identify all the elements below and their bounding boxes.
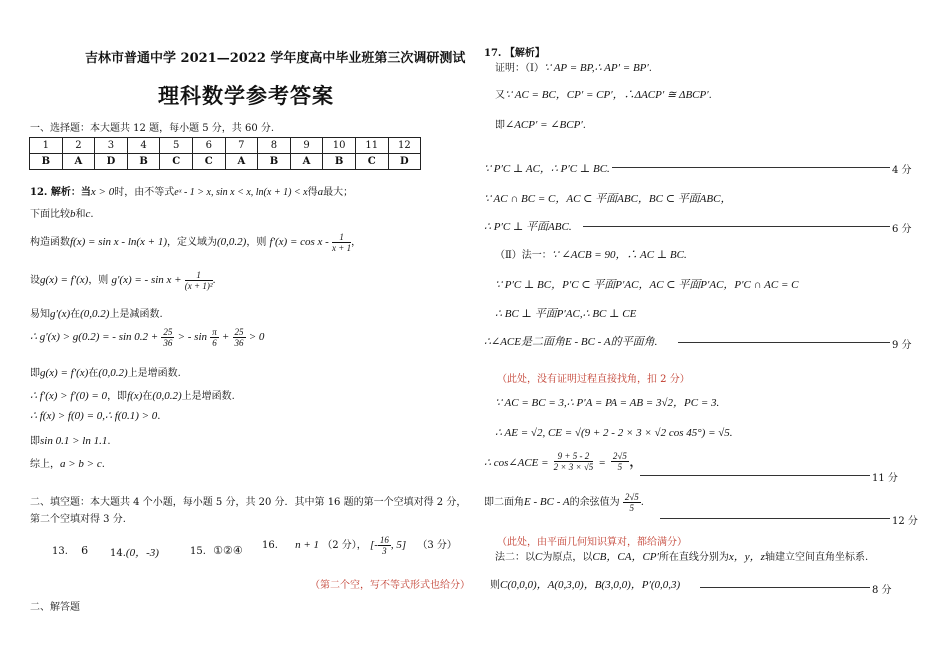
q17-math: ∵ AC ∩ BC = C，AC ⊂ 平面ABC，BC ⊂ 平面ABC， — [484, 193, 732, 205]
section1-heading: 一、选择题：本大题共 12 题，每小题 5 分，共 60 分. — [30, 123, 275, 134]
q17-math: ∵ AC = BC，CP′ = CP′，∴ΔACP′ ≅ ΔBCP′ — [505, 89, 709, 101]
q12-text: 上是增函数. — [127, 368, 181, 379]
answer-table-number-cell: 12 — [388, 138, 421, 154]
q17-math: E - BC - A — [524, 496, 570, 508]
q17-text: . — [582, 120, 586, 131]
fraction-denominator: 36 — [234, 338, 244, 348]
q17-score-6: 6 分 — [892, 224, 912, 235]
q12-text: . — [90, 209, 94, 220]
q17-math: C(0,0,0)，A(0,3,0)，B(3,0,0)，P′(0,0,3) — [500, 579, 681, 591]
answer-table-number-cell: 7 — [225, 138, 258, 154]
q12-label: 12. 解析：当 — [30, 187, 91, 198]
answer-table-number-row — [30, 138, 421, 154]
answer-16-fraction — [378, 535, 391, 556]
q12-text: 在 — [142, 391, 153, 402]
q12-fraction — [332, 232, 351, 253]
answer-15-label: 15. — [190, 546, 206, 557]
answer-16-value1: n + 1 — [295, 539, 320, 551]
q12-math: a — [317, 186, 324, 198]
q17-line12 — [495, 421, 733, 440]
q12-math: g(x) = f′(x) — [40, 367, 89, 379]
q12-text: ，则 — [246, 237, 267, 248]
q17-text: 即 — [495, 120, 505, 131]
q12-math: f(x) = sin x - ln(x + 1) — [70, 236, 168, 248]
q12-text: 易知 — [30, 309, 50, 320]
fraction-denominator: 5 — [617, 462, 623, 472]
q12-text: 即 — [30, 436, 40, 447]
q17-text: 证明：（Ⅰ） — [495, 63, 544, 74]
q12-text: . — [157, 411, 161, 422]
answer-table-answer-cell: B — [30, 154, 63, 170]
q12-line2 — [30, 205, 94, 220]
q12-math: (0,0.2) — [217, 236, 247, 248]
q12-math: g′(x) = - sin x + — [111, 274, 182, 286]
q12-text: . — [101, 459, 105, 470]
q17-line1 — [495, 59, 652, 74]
q12-math: > 0 — [248, 331, 265, 343]
q12-text: . — [212, 275, 216, 286]
q17-score-12: 12 分 — [892, 516, 918, 527]
q12-fraction — [185, 270, 213, 291]
q12-fraction — [161, 327, 174, 348]
q12-text: 综上， — [30, 459, 60, 470]
q17-math: ∵ ∠ACB = 90，∴ AC ⊥ BC. — [551, 249, 687, 261]
q12-text: ，即 — [107, 391, 128, 402]
q17-math: ∴ P′C ⊥ 平面ABC. — [484, 221, 572, 233]
q17-fraction — [611, 451, 629, 472]
answer-table-answer-cell: B — [127, 154, 160, 170]
q17-text: 轴建立空间直角坐标系. — [764, 552, 869, 563]
answer-table-answer-cell: D — [95, 154, 128, 170]
q12-math: eˣ - 1 > x, sin x < x, ln(x + 1) < x — [174, 187, 308, 198]
q17-note-2: （此处，由平面几何知识算对，都给满分） — [497, 537, 687, 548]
answer-16-score2: （3 分） — [417, 540, 457, 551]
answer-table-answer-cell: C — [160, 154, 193, 170]
q17-text: 为原点，以 — [542, 552, 593, 563]
q17-line4 — [484, 157, 610, 176]
q12-math: a > b > c — [60, 458, 102, 470]
answer-table-answer-cell: A — [225, 154, 258, 170]
q17-text: 则 — [490, 580, 500, 591]
q17-line6 — [484, 215, 572, 234]
q17-line9 — [495, 302, 636, 321]
q12-text: 即 — [30, 368, 40, 379]
q12-text: 在 — [70, 309, 81, 320]
q12-line3 — [30, 232, 361, 253]
answer-table-number-cell: 2 — [62, 138, 95, 154]
q12-text: 构造函数 — [30, 237, 70, 248]
q17-line7 — [495, 246, 687, 262]
section2-heading-line2: 第二个空填对得 3 分. — [30, 514, 126, 525]
q17-line2 — [495, 86, 712, 102]
fraction-denominator: 6 — [212, 338, 217, 348]
q17-math: ∴∠ACE是二面角E - BC - A的平面角. — [484, 336, 658, 348]
q12-math: f′(x) = cos x - — [269, 236, 329, 248]
q12-line10 — [30, 432, 111, 447]
q17-math: ∵ AC = BC = 3,∴ P′A = PA = AB = 3√2，PC = 3. — [495, 397, 720, 409]
answer-14 — [110, 544, 159, 560]
q12-text: 设 — [30, 275, 40, 286]
q12-math: f(x) — [127, 390, 143, 402]
answer-table-answer-cell: A — [62, 154, 95, 170]
q17-math: x，y，z — [728, 551, 765, 563]
answer-15-value: ①②④ — [213, 544, 243, 557]
q17-note-1: （此处，没有证明过程直接找角，扣 2 分） — [497, 374, 690, 385]
q12-math: > - sin — [177, 331, 208, 343]
q12-line1 — [30, 183, 353, 198]
answer-table-number-cell: 11 — [355, 138, 388, 154]
q17-line8 — [495, 273, 798, 292]
q12-text: ，定义域为 — [167, 237, 218, 248]
q17-score-11: 11 分 — [872, 473, 898, 484]
leader-line — [678, 342, 890, 343]
exam-title: 吉林市普通中学 2021—2022 学年度高中毕业班第三次调研测试 — [85, 51, 466, 66]
q12-text: 上是减函数. — [109, 309, 163, 320]
fraction-numerator: π — [212, 327, 217, 337]
q17-text: . — [640, 497, 644, 508]
answer-14-value: (0，-3) — [125, 547, 159, 559]
answer-table-number-cell: 1 — [30, 138, 63, 154]
leader-line — [612, 167, 890, 168]
q12-text: . — [107, 436, 111, 447]
q12-math: (0,0.2) — [98, 367, 128, 379]
answer-table-answer-cell: C — [355, 154, 388, 170]
q12-text: 得 — [307, 187, 318, 198]
fraction-denominator: 5 — [629, 503, 635, 513]
q12-fraction — [233, 327, 246, 348]
answer-table-answer-cell: C — [192, 154, 225, 170]
fraction-numerator: 2√5 — [624, 492, 639, 502]
answer-table — [29, 137, 421, 170]
q12-line4 — [30, 270, 216, 291]
answer-table-answer-cell: B — [258, 154, 291, 170]
leader-line — [660, 518, 890, 519]
q17-label: 17. 【解析】 — [484, 48, 545, 59]
leader-line — [583, 226, 890, 227]
q12-math: ∴ f′(x) > f′(0) = 0 — [30, 390, 108, 402]
q12-line11 — [30, 455, 105, 470]
q12-math: (0,0.2) — [80, 308, 110, 320]
fraction-numerator: 25 — [163, 327, 173, 337]
answer-16-score1: （2 分）， — [322, 540, 367, 551]
q17-fraction — [554, 451, 594, 472]
q17-line15 — [495, 548, 868, 564]
answer-13-label: 13. — [52, 546, 68, 557]
q12-text: ，则 — [88, 275, 109, 286]
q12-line6 — [30, 327, 264, 348]
q12-text: 在 — [88, 368, 99, 379]
fraction-numerator: 9 + 5 - 2 — [554, 451, 594, 462]
q12-math: sin 0.1 > ln 1.1 — [40, 435, 108, 447]
q12-line9 — [30, 409, 160, 422]
q17-fraction — [623, 492, 641, 513]
answer-table-number-cell: 9 — [290, 138, 323, 154]
answer-14-label: 14. — [110, 548, 126, 559]
q12-math: g′(x) — [50, 308, 71, 320]
q12-fraction — [210, 327, 219, 348]
q17-line11 — [495, 391, 719, 410]
section2-heading-line1: 二、填空题：本大题共 4 个小题，每小题 5 分，共 20 分．其中第 16 题的第一个空填对得 2 分， — [30, 497, 467, 508]
answer-16-bracket-right: , 5] — [390, 539, 407, 551]
answer-table-number-cell: 4 — [127, 138, 160, 154]
answer-table-answer-cell: D — [388, 154, 421, 170]
section2-note: （第二个空，写不等式形式也给分） — [310, 580, 470, 591]
q12-text: 最大； — [323, 187, 354, 198]
answer-table-number-cell: 10 — [323, 138, 356, 154]
answer-table-number-cell: 6 — [192, 138, 225, 154]
q17-line3 — [495, 116, 586, 131]
fraction-denominator: 36 — [163, 338, 173, 348]
q17-math: CB，CA，CP′ — [592, 551, 659, 563]
fraction-denominator: 2 × 3 × √5 — [553, 462, 594, 472]
q12-text: 时，由不等式 — [114, 187, 175, 198]
q12-math: ∴ g′(x) > g(0.2) = - sin 0.2 + — [30, 331, 159, 343]
q12-line8 — [30, 387, 235, 402]
leader-line — [700, 587, 870, 588]
answer-table-number-cell: 8 — [258, 138, 291, 154]
answer-16-label: 16. — [262, 540, 278, 551]
q17-line14 — [484, 492, 644, 513]
fraction-numerator: 1 — [185, 270, 213, 281]
q17-math: ∴ cos∠ACE = — [484, 457, 549, 469]
answer-table-answer-row — [30, 154, 421, 170]
q17-math: ∴ AE = √2, CE = √(9 + 2 - 2 × 3 × √2 cos 45°) = √5. — [495, 427, 733, 439]
fraction-numerator: 16 — [379, 535, 389, 545]
answer-table-number-cell: 5 — [160, 138, 193, 154]
q17-math: ∠ACP′ = ∠BCP′ — [505, 119, 583, 131]
q17-line16 — [490, 576, 680, 592]
q17-text: （Ⅱ）法一： — [495, 250, 552, 261]
answer-13-value: 6 — [81, 544, 89, 557]
q12-line7 — [30, 364, 181, 379]
q12-math: c — [85, 208, 91, 220]
q17-text: . — [708, 90, 712, 101]
q17-score-4: 4 分 — [892, 165, 912, 176]
q12-text: 上是增函数. — [181, 391, 235, 402]
q17-text: 的余弦值为 — [569, 497, 620, 508]
q17-score-8: 8 分 — [872, 585, 892, 596]
q12-line5 — [30, 305, 163, 320]
q17-text: 又 — [495, 90, 505, 101]
q12-math: + — [221, 331, 230, 343]
page-title: 理科数学参考答案 — [158, 83, 334, 108]
q17-math: ∵ P′C ⊥ BC，P′C ⊂ 平面P′AC，AC ⊂ 平面P′AC，P′C ∩ AC = C — [495, 279, 799, 291]
q17-score-9: 9 分 — [892, 340, 912, 351]
answer-table-answer-cell: B — [323, 154, 356, 170]
answer-16-bracket-left: [- — [369, 539, 378, 551]
leader-line — [640, 475, 870, 476]
q12-math: x > 0 — [90, 186, 115, 198]
fraction-numerator: 2√5 — [612, 451, 627, 461]
answer-15 — [190, 544, 243, 557]
q12-math: g(x) = f′(x) — [40, 274, 89, 286]
q17-math: ∴ BC ⊥ 平面P′AC,∴ BC ⊥ CE — [495, 308, 637, 320]
q12-text: ， — [351, 237, 362, 248]
answer-table-answer-cell: A — [290, 154, 323, 170]
answer-table-number-cell: 3 — [95, 138, 128, 154]
q17-math: = — [598, 457, 606, 469]
fraction-denominator: x + 1 — [332, 243, 352, 253]
q17-line10 — [484, 330, 657, 349]
q12-text: 和 — [75, 209, 86, 220]
fraction-numerator: 1 — [332, 232, 351, 243]
fraction-denominator: 3 — [382, 546, 387, 556]
q17-text: 所在直线分别为 — [658, 552, 729, 563]
q12-text: 下面比较 — [30, 209, 70, 220]
section3-heading: 二、解答题 — [30, 602, 80, 613]
q17-line5 — [484, 187, 731, 206]
fraction-numerator: 25 — [234, 327, 244, 337]
answer-16 — [262, 535, 457, 556]
q17-text: ， — [628, 451, 645, 470]
q17-math: ∵ P′C ⊥ AC，∴ P′C ⊥ BC. — [484, 163, 610, 175]
q17-math: C — [535, 551, 543, 563]
q17-text: 法二：以 — [495, 552, 535, 563]
q12-math: b — [70, 208, 76, 220]
q12-math: ∴ f(x) > f(0) = 0,∴ f(0.1) > 0 — [30, 410, 158, 422]
q17-text: 即二面角 — [484, 497, 524, 508]
fraction-denominator: (x + 1)² — [184, 281, 213, 291]
answer-13 — [52, 544, 88, 557]
q12-math: (0,0.2) — [152, 390, 182, 402]
q17-line13 — [484, 448, 645, 472]
q17-math: ∵ AP = BP,∴ AP′ = BP′ — [543, 62, 649, 74]
q17-text: . — [648, 63, 652, 74]
